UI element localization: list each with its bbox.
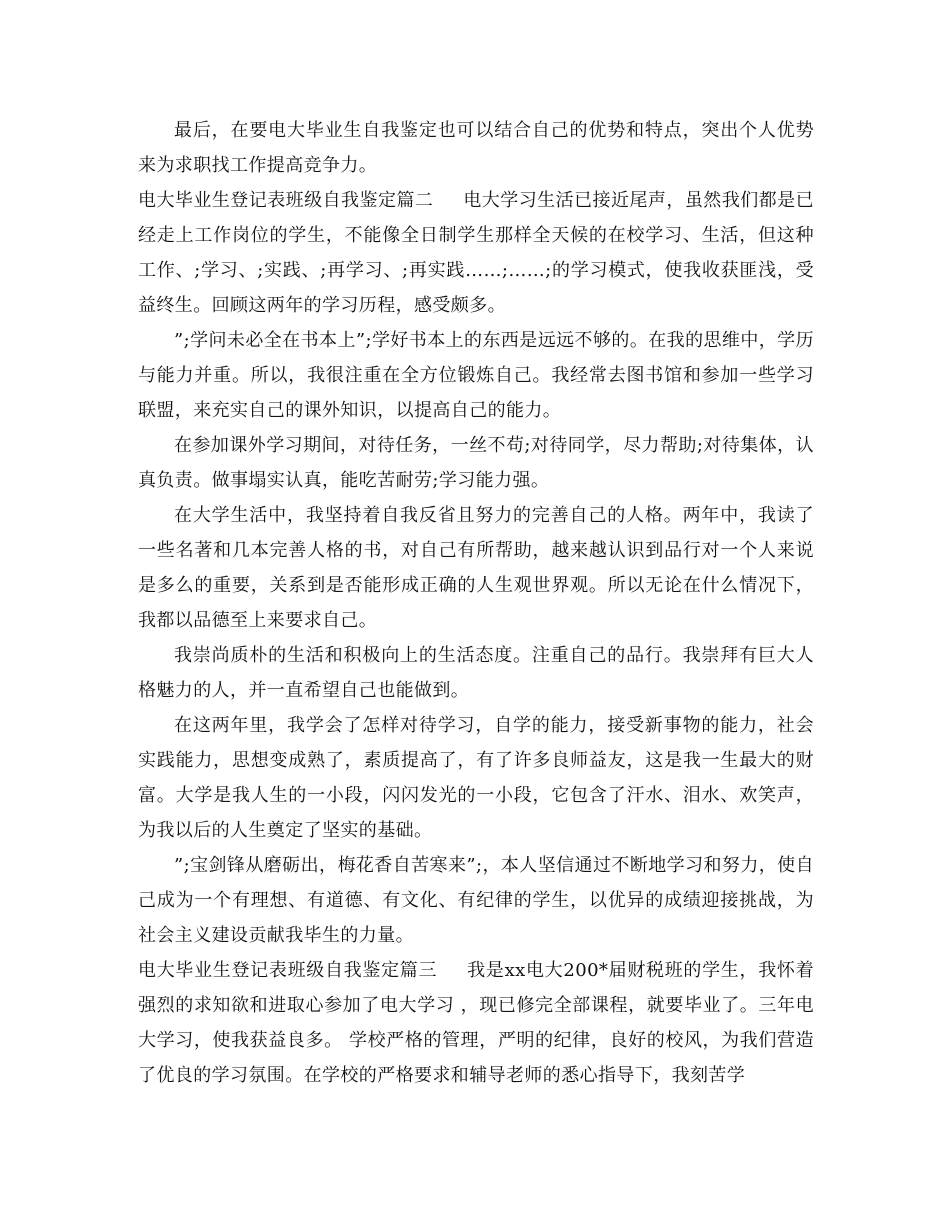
- document-body: [138, 113, 814, 1093]
- paragraph-text: 电大学习生活已接近尾声，虽然我们都是已经走上工作岗位的学生，不能像全日制学生那样全天候的在校学习、生活，但这种工作、;学习、;实践、;再学习、;再实践……;……;的学习模式，使我收获匪浅，受益终生。回顾这两年的学习历程，感受颇多。: [138, 190, 814, 316]
- paragraph-character: [138, 498, 814, 638]
- paragraph-text: 在这两年里，我学会了怎样对待学习，自学的能力，接受新事物的能力，社会实践能力，思想变成熟了，素质提高了，有了许多良师益友，这是我一生最大的财富。大学是我人生的一小段，闪闪发光的一小段，它包含了汗水、泪水、欢笑声，为我以后的人生奠定了坚实的基础。: [138, 715, 814, 841]
- paragraph-motto: [138, 848, 814, 953]
- paragraph-text: 最后，在要电大毕业生自我鉴定也可以结合自己的优势和特点，突出个人优势来为求职找工作提高竞争力。: [138, 120, 814, 176]
- section-heading: 电大毕业生登记表班级自我鉴定篇三: [138, 960, 438, 981]
- paragraph-text: 在参加课外学习期间，对待任务，一丝不苟;对待同学，尽力帮助;对待集体，认真负责。做事塌实认真，能吃苦耐劳;学习能力强。: [138, 435, 814, 491]
- paragraph-text: ”;学问未必全在书本上”;学好书本上的东西是远远不够的。在我的思维中，学历与能力并重。所以，我很注重在全方位锻炼自己。我经常去图书馆和参加一些学习联盟，来充实自己的课外知识，以提高自己的能力。: [138, 330, 814, 421]
- paragraph-growth: [138, 708, 814, 848]
- paragraph-section-three: [138, 953, 814, 1093]
- paragraph-text: 我崇尚质朴的生活和积极向上的生活态度。注重自己的品行。我崇拜有巨大人格魅力的人，并一直希望自己也能做到。: [138, 645, 814, 701]
- paragraph-section-two: [138, 183, 814, 323]
- paragraph-attitude: [138, 638, 814, 708]
- paragraph-conclusion: [138, 113, 814, 183]
- paragraph-extracurricular: [138, 428, 814, 498]
- paragraph-knowledge: [138, 323, 814, 428]
- paragraph-text: 在大学生活中，我坚持着自我反省且努力的完善自己的人格。两年中，我读了一些名著和几本完善人格的书，对自己有所帮助，越来越认识到品行对一个人来说是多么的重要，关系到是否能形成正确的人生观世界观。所以无论在什么情况下，我都以品德至上来要求自己。: [138, 505, 814, 631]
- section-heading: 电大毕业生登记表班级自我鉴定篇二: [138, 190, 434, 211]
- paragraph-text: ”;宝剑锋从磨砺出，梅花香自苦寒来”;，本人坚信通过不断地学习和努力，使自己成为一个有理想、有道德、有文化、有纪律的学生，以优异的成绩迎接挑战，为社会主义建设贡献我毕生的力量。: [138, 855, 814, 946]
- paragraph-text: 我是xx电大200*届财税班的学生，我怀着强烈的求知欲和进取心参加了电大学习 ，现已修完全部课程，就要毕业了。三年电大学习，使我获益良多。 学校严格的管理，严明的纪律，良好的校风，为我们营造了优良的学习氛围。在学校的严格要求和辅导老师的悉心指导下，我刻苦学: [138, 960, 814, 1086]
